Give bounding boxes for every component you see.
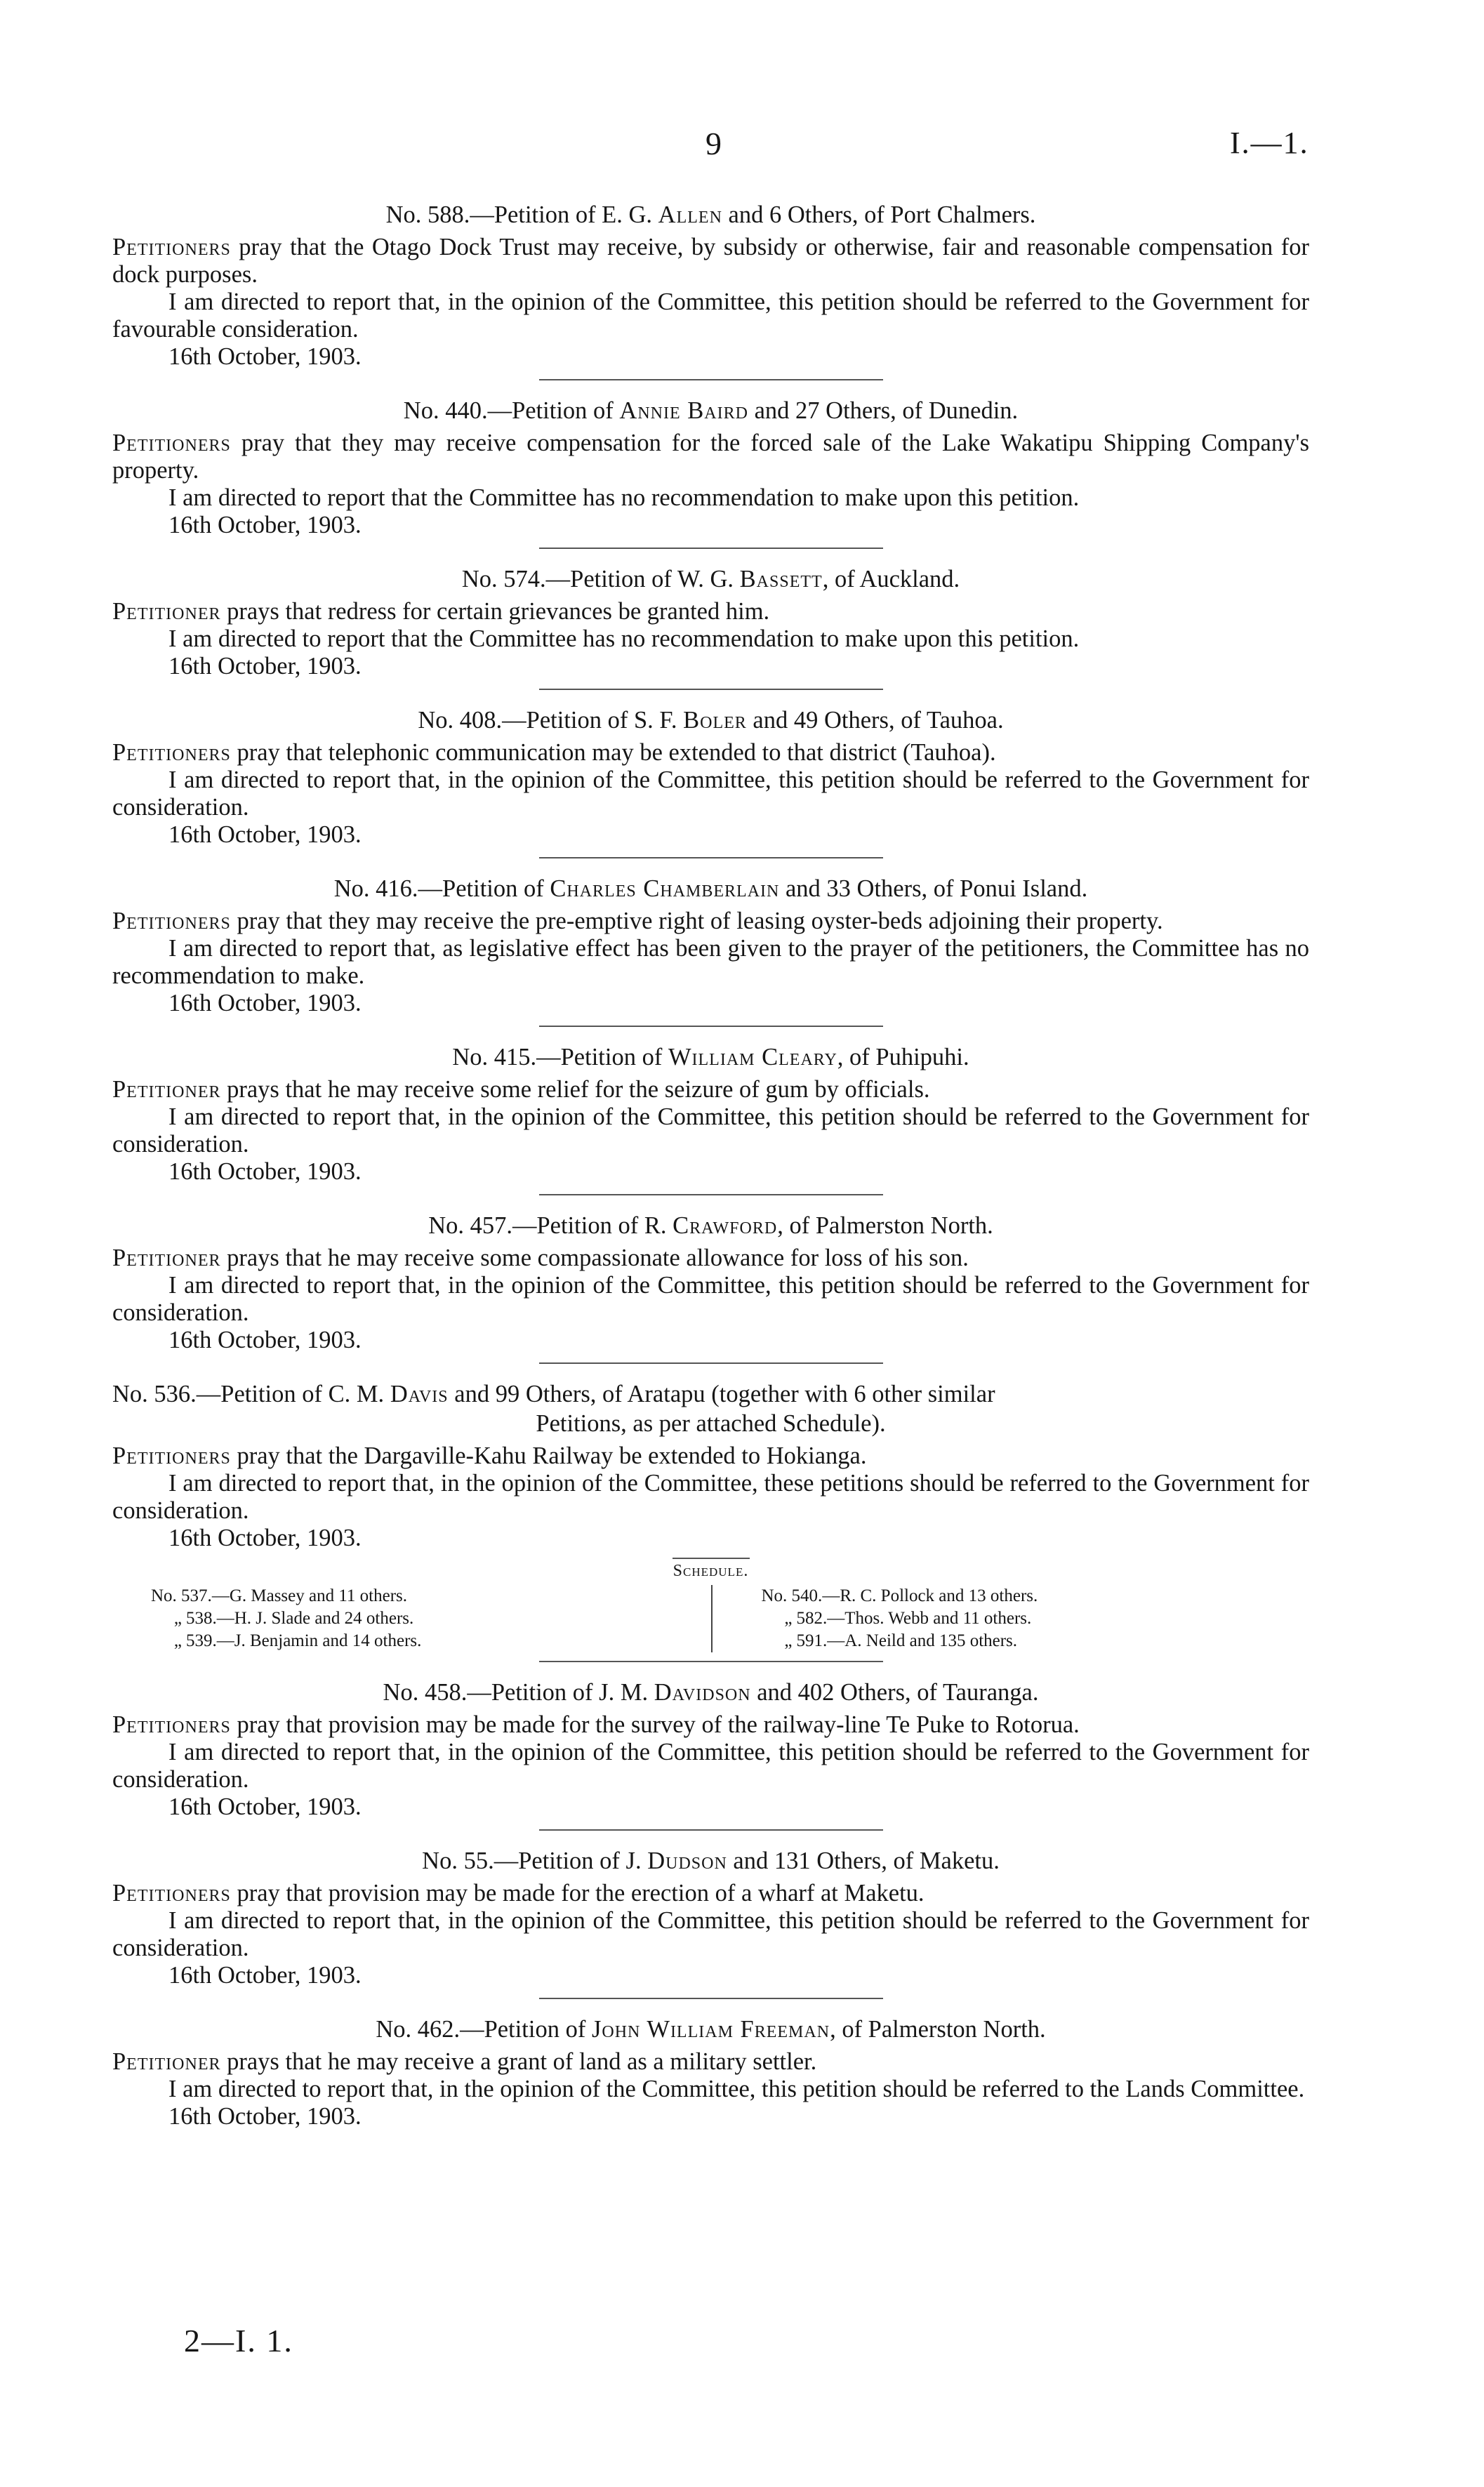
petition-prayer [112, 1443, 1309, 1470]
committee-report: I am directed to report that, in the opinion of the Committee, this petition should be referred to the Lands Committee. [168, 2076, 1305, 2102]
heading-prefix: No. 457.—Petition of R. [428, 1212, 673, 1239]
section-divider [539, 1194, 883, 1195]
petition-458 [112, 1678, 1309, 1821]
ditto-mark: „ [784, 1609, 793, 1628]
prayer-subject: Petitioners [112, 739, 231, 766]
ditto-mark: „ [173, 1631, 182, 1650]
prayer-text: pray that they may receive compensation for the forced sale of the Lake Wakatipu Shipping Company's property. [112, 430, 1309, 484]
schedule-entry [151, 1607, 711, 1630]
prayer-subject: Petitioners [112, 1443, 231, 1469]
printer-signature: 2—I. 1. [184, 2323, 293, 2359]
heading-suffix: , of Palmerston North. [830, 2016, 1046, 2043]
petition-heading [112, 1846, 1309, 1876]
petitioner-name: Annie Baird [619, 397, 748, 424]
petition-heading [112, 874, 1309, 903]
report-date: 16th October, 1903. [168, 990, 362, 1016]
schedule-entry [151, 1630, 711, 1652]
prayer-text: pray that telephonic communication may be extended to that district (Tauhoa). [230, 739, 996, 766]
schedule-number: 582. [796, 1609, 828, 1628]
petitioner-name: Bassett [739, 566, 823, 592]
heading-prefix: No. 588.—Petition of E. G. [385, 201, 658, 228]
report-date: 16th October, 1903. [168, 1525, 362, 1551]
petition-415 [112, 1042, 1309, 1186]
page-number: 9 [705, 126, 722, 161]
report-date: 16th October, 1903. [168, 1158, 362, 1185]
petitioner-name: Davidson [654, 1679, 751, 1706]
schedule-text: —J. Benjamin and 14 others. [216, 1631, 422, 1650]
petition-prayer [112, 234, 1309, 289]
petitioner-name: Dudson [647, 1848, 727, 1874]
petition-457 [112, 1211, 1309, 1354]
committee-report: I am directed to report that the Committee has no recommendation to make upon this petition. [168, 625, 1080, 652]
prayer-text: prays that redress for certain grievances be granted him. [220, 598, 770, 625]
committee-report: I am directed to report that, in the opinion of the Committee, these petitions should be referred to the Government for consideration. [112, 1470, 1309, 1524]
schedule-entry [762, 1607, 1310, 1630]
section-divider [539, 379, 883, 380]
petition-heading [112, 200, 1309, 230]
prayer-subject: Petitioners [112, 1880, 231, 1906]
heading-suffix: and 402 Others, of Tauranga. [750, 1679, 1039, 1706]
section-divider [539, 1998, 883, 1999]
petition-574 [112, 564, 1309, 680]
prayer-text: pray that the Otago Dock Trust may receive, by subsidy or otherwise, fair and reasonable compensation for dock purposes. [112, 234, 1309, 288]
committee-report: I am directed to report that, in the opinion of the Committee, this petition should be referred to the Government for favourable consideration. [112, 289, 1309, 343]
section-divider [539, 1362, 883, 1364]
prayer-subject: Petitioner [112, 2048, 221, 2075]
schedule-entry [151, 1585, 711, 1607]
heading-suffix: , of Puhipuhi. [837, 1044, 969, 1070]
heading-prefix: No. 415.—Petition of [452, 1044, 668, 1070]
report-date: 16th October, 1903. [168, 2103, 362, 2130]
heading-suffix: and 27 Others, of Dunedin. [748, 397, 1019, 424]
committee-report: I am directed to report that, in the opinion of the Committee, this petition should be referred to the Government for consideration. [112, 1272, 1309, 1326]
prayer-text: pray that the Dargaville-Kahu Railway be extended to Hokianga. [230, 1443, 867, 1469]
ditto-mark: „ [784, 1631, 793, 1650]
heading-suffix: and 49 Others, of Tauhoa. [746, 707, 1004, 734]
schedule-entry [762, 1585, 1310, 1607]
prayer-text: prays that he may receive some relief for the seizure of gum by officials. [220, 1076, 930, 1103]
heading-suffix: , of Auckland. [822, 566, 960, 592]
petitioner-name: Davis [390, 1381, 449, 1407]
petition-prayer [112, 1880, 1309, 1907]
prayer-subject: Petitioner [112, 598, 221, 625]
schedule-text: —H. J. Slade and 24 others. [216, 1609, 414, 1628]
petition-heading [112, 564, 1309, 594]
petition-416 [112, 874, 1309, 1017]
prayer-subject: Petitioner [112, 1076, 221, 1103]
petition-heading [112, 2015, 1309, 2044]
petition-heading [112, 1042, 1309, 1072]
section-divider [539, 689, 883, 690]
petition-440 [112, 396, 1309, 539]
report-date: 16th October, 1903. [168, 1327, 362, 1353]
report-date: 16th October, 1903. [168, 1962, 362, 1989]
heading-suffix: and 33 Others, of Ponui Island. [779, 875, 1088, 902]
petition-prayer [112, 908, 1309, 935]
schedule-text: —A. Neild and 135 others. [827, 1631, 1018, 1650]
schedule-number: No. 537. [151, 1586, 212, 1605]
committee-report: I am directed to report that, in the opinion of the Committee, this petition should be referred to the Government for consideration. [112, 1907, 1309, 1961]
heading-prefix: No. 416.—Petition of [333, 875, 550, 902]
heading-suffix: , of Palmerston North. [777, 1212, 993, 1239]
petition-prayer [112, 598, 1309, 625]
petition-prayer [112, 1245, 1309, 1272]
petition-heading [112, 1211, 1309, 1240]
schedule-entry [762, 1630, 1310, 1652]
petition-462 [112, 2015, 1309, 2130]
section-divider [539, 1661, 883, 1662]
petition-prayer [112, 430, 1309, 484]
petition-heading [112, 1678, 1309, 1707]
heading-prefix: No. 458.—Petition of J. M. [383, 1679, 654, 1706]
heading-prefix: No. 55.—Petition of J. [422, 1848, 648, 1874]
petitioner-name: William Cleary [668, 1044, 837, 1070]
petition-heading [112, 1379, 1309, 1438]
committee-report: I am directed to report that, in the opinion of the Committee, this petition should be referred to the Government for consideration. [112, 1739, 1309, 1793]
report-date: 16th October, 1903. [168, 512, 362, 538]
section-divider [539, 857, 883, 858]
section-divider [539, 1026, 883, 1027]
schedule-number: No. 540. [761, 1586, 823, 1605]
heading-suffix: and 6 Others, of Port Chalmers. [722, 201, 1036, 228]
schedule-number: 538. [186, 1609, 217, 1628]
heading-prefix: No. 574.—Petition of W. G. [461, 566, 740, 592]
petition-55 [112, 1846, 1309, 1989]
schedule-column-right [711, 1585, 1310, 1652]
schedule-text: —R. C. Pollock and 13 others. [822, 1586, 1038, 1605]
petition-prayer [112, 1076, 1309, 1103]
petition-536 [112, 1379, 1309, 1652]
committee-report: I am directed to report that, in the opinion of the Committee, this petition should be referred to the Government for consideration. [112, 767, 1309, 821]
petition-prayer [112, 739, 1309, 767]
petition-heading [112, 705, 1309, 735]
prayer-text: prays that he may receive a grant of land as a military settler. [220, 2048, 817, 2075]
petition-heading [112, 396, 1309, 425]
schedule-number: 591. [796, 1631, 828, 1650]
report-date: 16th October, 1903. [168, 821, 362, 848]
prayer-subject: Petitioners [112, 1711, 231, 1738]
page-reference: I.—1. [1230, 126, 1309, 160]
petitioner-name: Crawford [673, 1212, 778, 1239]
petition-408 [112, 705, 1309, 849]
document-body [112, 200, 1309, 2130]
heading-suffix: and 131 Others, of Maketu. [727, 1848, 1000, 1874]
schedule-column-left [112, 1585, 711, 1652]
report-date: 16th October, 1903. [168, 343, 362, 370]
section-divider [539, 1829, 883, 1831]
petitioner-name: Boler [683, 707, 747, 734]
prayer-text: prays that he may receive some compassionate allowance for loss of his son. [220, 1245, 969, 1271]
petition-prayer [112, 1711, 1309, 1739]
heading-prefix: No. 462.—Petition of [376, 2016, 592, 2043]
schedule-text: —Thos. Webb and 11 others. [827, 1609, 1032, 1628]
report-date: 16th October, 1903. [168, 1793, 362, 1820]
committee-report: I am directed to report that the Committee has no recommendation to make upon this petition. [168, 484, 1080, 511]
petitioner-name: Charles Chamberlain [550, 875, 780, 902]
petitioner-name: John William Freeman [591, 2016, 830, 2043]
prayer-subject: Petitioner [112, 1245, 221, 1271]
section-divider [539, 548, 883, 549]
heading-prefix: No. 440.—Petition of [403, 397, 620, 424]
report-date: 16th October, 1903. [168, 653, 362, 679]
prayer-subject: Petitioners [112, 234, 231, 260]
schedule-number: 539. [186, 1631, 217, 1650]
prayer-text: pray that provision may be made for the survey of the railway-line Te Puke to Rotorua. [230, 1711, 1080, 1738]
heading-continuation: Petitions, as per attached Schedule). [536, 1410, 886, 1437]
schedule-text: —G. Massey and 11 others. [211, 1586, 408, 1605]
petition-prayer [112, 2048, 1309, 2076]
heading-suffix: and 99 Others, of Aratapu (together with 6 other similar [448, 1381, 995, 1407]
petition-588 [112, 200, 1309, 371]
prayer-text: pray that provision may be made for the erection of a wharf at Maketu. [230, 1880, 925, 1906]
ditto-mark: „ [173, 1609, 182, 1628]
schedule-divider [673, 1558, 750, 1559]
committee-report: I am directed to report that, in the opinion of the Committee, this petition should be referred to the Government for consideration. [112, 1103, 1309, 1158]
petitioner-name: Allen [658, 201, 722, 228]
heading-prefix: No. 536.—Petition of C. M. [112, 1381, 390, 1407]
prayer-subject: Petitioners [112, 908, 231, 934]
schedule-table [112, 1585, 1309, 1652]
prayer-subject: Petitioners [112, 430, 231, 456]
prayer-text: pray that they may receive the pre-emptive right of leasing oyster-beds adjoining their property. [230, 908, 1163, 934]
heading-prefix: No. 408.—Petition of S. F. [418, 707, 684, 734]
committee-report: I am directed to report that, as legislative effect has been given to the prayer of the petitioners, the Committee has no recommendation to make. [112, 935, 1309, 989]
schedule-title: Schedule. [673, 1562, 749, 1580]
